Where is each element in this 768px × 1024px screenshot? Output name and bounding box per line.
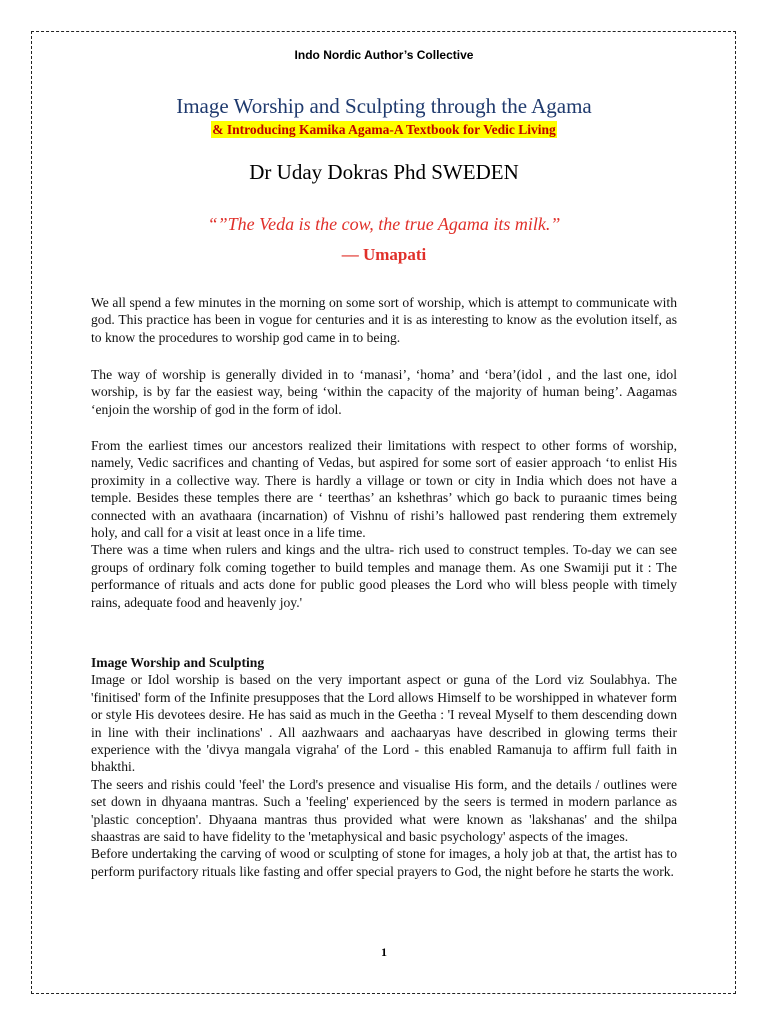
section-heading: Image Worship and Sculpting <box>91 655 265 670</box>
paragraph-text: The way of worship is generally divided in to ‘manasi’, ‘homa’ and ‘bera’(idol , and the last one, idol worship, is by far the easiest way, being ‘within the capacity of the majority of human being’. Aagamas ‘enjoin the worship of god in the form of idol. <box>91 367 677 417</box>
paragraph-text: There was a time when rulers and kings and the ultra- rich used to construct temples. To-day we can see groups of ordinary folk coming together to build temples and manage them. As one Swamiji put it : The performance of rituals and acts done for public good pleases the Lord who will bless people with timely rains, adequate food and heavenly joy.' <box>91 542 677 610</box>
document-title: Image Worship and Sculpting through the Agama <box>176 94 592 118</box>
document-subtitle: & Introducing Kamika Agama-A Textbook for Vedic Living <box>212 122 556 137</box>
subtitle-container <box>0 121 768 139</box>
body-paragraph <box>91 366 677 418</box>
body-paragraph-group <box>91 437 677 611</box>
paragraph-text: From the earliest times our ancestors realized their limitations with respect to other forms of worship, namely, Vedic sacrifices and chanting of Vedas, but aspired for some sort of easier approach ‘to enlist His proximity in a collective way. There is hardly a village or town or city in India which does not have a temple. Besides these temples there are ‘ teerthas’ an kshethras’ which go back to puraanic times being connected with an avathaara (incarnation) of Vishnu of rishi’s hallowed past rendering them extremely holy, and call for a visit at least once in a life time. <box>91 438 677 541</box>
collective-header: Indo Nordic Author’s Collective <box>294 48 474 62</box>
epigraph-attribution: — Umapati <box>341 245 427 264</box>
paragraph-text: We all spend a few minutes in the morning on some sort of worship, which is attempt to communicate with god. This practice has been in vogue for centuries and it is as interesting to know as the evolution itself, as to know the procedures to worship god came in to being. <box>91 295 677 345</box>
body-paragraph <box>91 294 677 346</box>
page-number: 1 <box>381 945 387 959</box>
section-image-worship <box>91 654 677 880</box>
author-line: Dr Uday Dokras Phd SWEDEN <box>249 160 519 184</box>
paragraph-text: Image or Idol worship is based on the very important aspect or guna of the Lord viz Soulabhya. The 'finitised' form of the Infinite presupposes that the Lord allows Himself to be worshipped in whatever form or style His devotees desire. He has said as much in the Geetha : 'I reveal Myself to them descending down in line with their inclinations' . All aazhwaars and aachaaryas have described in glowing terms their experience with the 'divya mangala vigraha' of the Lord - this enabled Ramanuja to affirm full faith in bhakthi. <box>91 672 677 775</box>
paragraph-text: The seers and rishis could 'feel' the Lord's presence and visualise His form, and the details / outlines were set down in dhyaana mantras. Such a 'feeling' experienced by the seers is termed in modern parlance as 'plastic conception'. Dhyaana mantras thus provided what were known as 'lakshanas' and the shilpa shaastras are said to have fidelity to the 'metaphysical and basic psychology' aspects of the images. <box>91 776 677 845</box>
epigraph-quote: “”The Veda is the cow, the true Agama its milk.” <box>207 214 561 234</box>
paragraph-text: Before undertaking the carving of wood or sculpting of stone for images, a holy job at that, the artist has to perform purifactory rituals like fasting and offer special prayers to God, the night before he starts the work. <box>91 846 677 879</box>
